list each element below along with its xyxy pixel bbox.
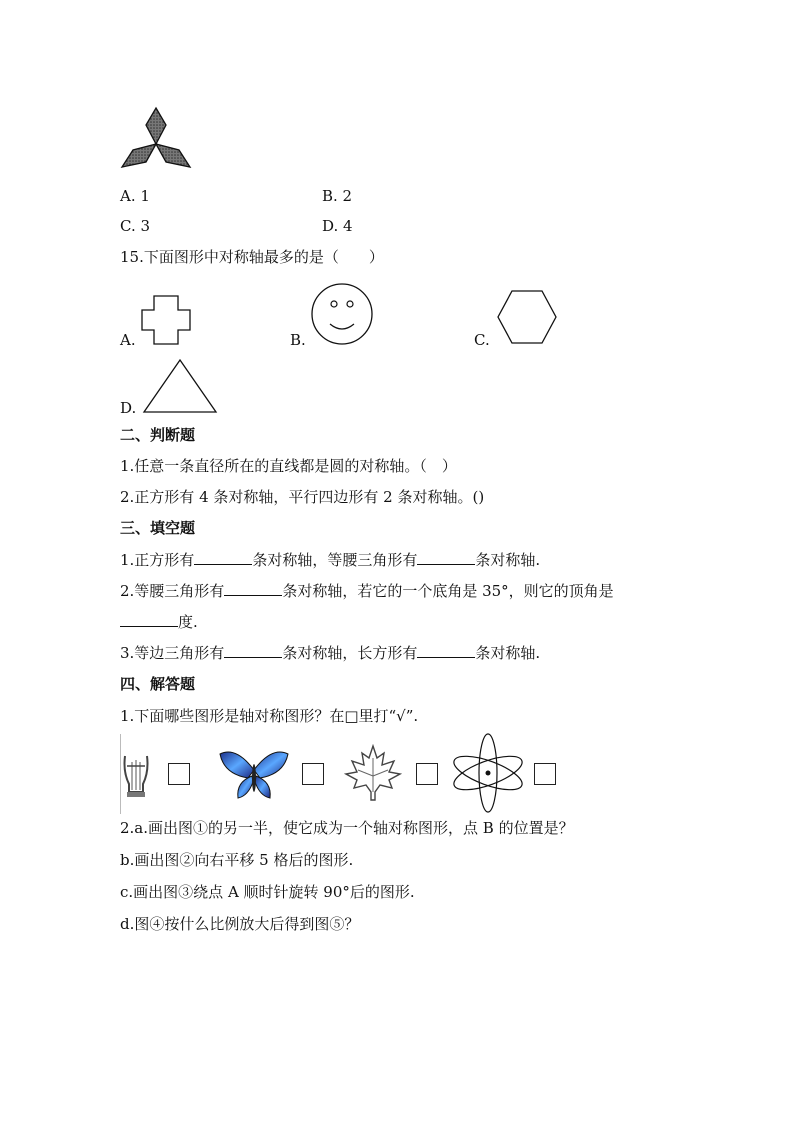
hexagon-figure [496, 289, 558, 345]
fill-item-2-continued [120, 612, 198, 632]
answer-blank[interactable] [120, 612, 178, 627]
section4-q2-b: b.画出图②向右平移 5 格后的图形. [120, 851, 354, 869]
section4-q2-d: d.图④按什么比例放大后得到图⑤？ [120, 915, 360, 933]
fill-item-1-part-a: 1.正方形有 [120, 551, 195, 569]
q14-option-d: D. 4 [322, 217, 353, 235]
section3-heading: 三、填空题 [120, 519, 196, 537]
fill-item-2 [120, 581, 614, 601]
fill-item-3 [120, 643, 540, 663]
fill-item-2-cont-text: 度. [178, 613, 198, 631]
section2-heading: 二、判断题 [120, 426, 196, 444]
q15-option-c: C. [474, 331, 490, 349]
three-diamond-figure [120, 106, 192, 170]
fill-item-2-part-b: 条对称轴，若它的一个底角是 35°，则它的顶角是 [282, 582, 614, 600]
checkbox-leaf[interactable] [416, 763, 438, 785]
answer-blank[interactable] [417, 550, 475, 565]
fill-item-3-part-a: 3.等边三角形有 [120, 644, 225, 662]
answer-blank[interactable] [194, 550, 252, 565]
q15-question: 15.下面图形中对称轴最多的是（ ） [120, 248, 384, 266]
fill-item-2-part-a: 2.等腰三角形有 [120, 582, 225, 600]
checkbox-butterfly[interactable] [302, 763, 324, 785]
fill-item-1-part-b: 条对称轴，等腰三角形有 [252, 551, 418, 569]
section4-q2-a: 2.a.画出图①的另一半，使它成为一个轴对称图形，点 B 的位置是？ [120, 819, 574, 837]
section4-heading: 四、解答题 [120, 675, 196, 693]
q14-option-a: A. 1 [120, 187, 150, 205]
fill-item-1 [120, 550, 540, 570]
section2-item-1: 1.任意一条直径所在的直线都是圆的对称轴。（ ） [120, 457, 457, 475]
q15-option-d: D. [120, 399, 137, 417]
q14-option-c: C. 3 [120, 217, 151, 235]
checkbox-lyre[interactable] [168, 763, 190, 785]
section2-item-2: 2.正方形有 4 条对称轴，平行四边形有 2 条对称轴。() [120, 488, 485, 506]
section4-q2-c: c.画出图③绕点 A 顺时针旋转 90°后的图形. [120, 883, 415, 901]
fill-item-3-part-b: 条对称轴，长方形有 [282, 644, 418, 662]
q15-option-a: A. [120, 331, 136, 349]
answer-blank[interactable] [224, 643, 282, 658]
smiley-face-figure [310, 282, 374, 346]
checkbox-atom[interactable] [534, 763, 556, 785]
answer-blank[interactable] [224, 581, 282, 596]
maple-leaf-icon [344, 744, 402, 802]
q14-option-b: B. 2 [322, 187, 353, 205]
triangle-figure [142, 358, 218, 414]
butterfly-icon [218, 748, 290, 802]
lyre-icon [121, 752, 151, 800]
atom-icon [450, 732, 526, 814]
cross-shape-figure [140, 294, 192, 346]
answer-blank[interactable] [417, 643, 475, 658]
q15-option-b: B. [290, 331, 306, 349]
section4-q1: 1.下面哪些图形是轴对称图形？在□里打“√”. [120, 707, 419, 725]
fill-item-3-part-c: 条对称轴. [475, 644, 541, 662]
fill-item-1-part-c: 条对称轴. [475, 551, 541, 569]
